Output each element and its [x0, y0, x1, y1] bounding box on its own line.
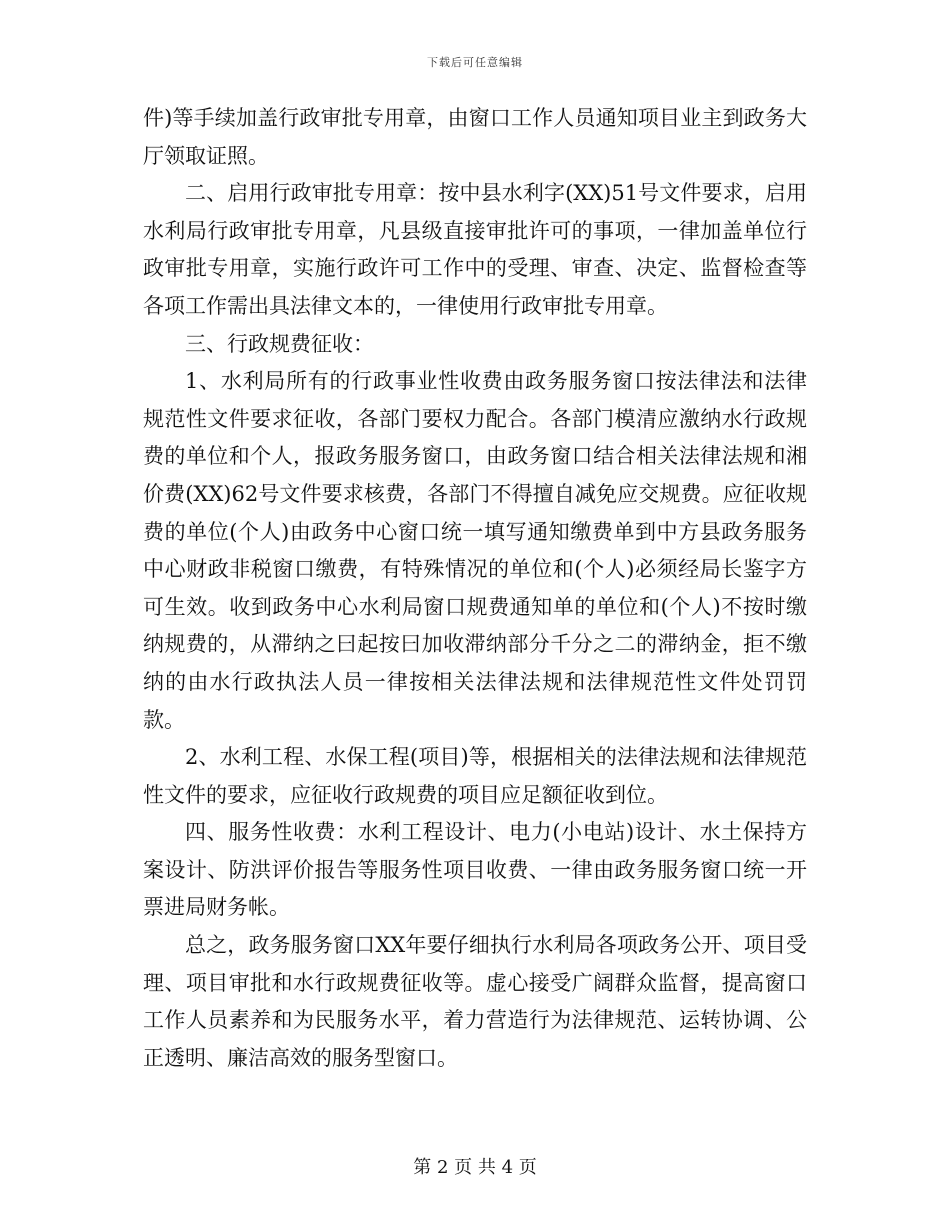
paragraph-section-4: 四、服务性收费：水利工程设计、电力(小电站)设计、水土保持方案设计、防洪评价报告等服务性项目收费、一律由政务服务窗口统一开票进局财务帐。 [143, 820, 807, 920]
paragraph-section-3-item-2: 2、水利工程、水保工程(项目)等，根据相关的法律法规和法律规范性文件的要求，应征收行政规费的项目应足额征收到位。 [143, 745, 807, 807]
page-number: 第 2 页 共 4 页 [413, 1157, 537, 1178]
document-body [143, 100, 807, 1077]
paragraph-summary: 总之，政务服务窗口XX年要仔细执行水利局各项政务公开、项目受理、项目审批和水行政规费征收等。虚心接受广阔群众监督，提高窗口工作人员素养和为民服务水平，着力营造行为法律规范、运转协调、公正透明、廉洁高效的服务型窗口。 [143, 933, 807, 1070]
page-header: 下载后可任意编辑 [427, 56, 523, 69]
paragraph-section-3-item-1: 1、水利局所有的行政事业性收费由政务服务窗口按法律法和法律规范性文件要求征收，各部门要权力配合。各部门模清应激纳水行政规费的单位和个人，报政务服务窗口，由政务窗口结合相关法律法规和湘价费(XX)62号文件要求核费，各部门不得擅自减免应交规费。应征收规费的单位(个人)由政务中心窗口统一填写通知缴费单到中方县政务服务中心财政非税窗口缴费，有特殊情况的单位和(个人)必须经局长鉴字方可生效。收到政务中心水利局窗口规费通知单的单位和(个人)不按时缴纳规费的，从滞纳之曰起按曰加收滞纳部分千分之二的滞纳金，拒不缴纳的由水行政执法人员一律按相关法律法规和法律规范性文件处罚罚款。 [143, 369, 807, 732]
paragraph-section-3-heading: 三、行政规费征收： [185, 331, 374, 356]
paragraph-continuation: 件)等手续加盖行政审批专用章，由窗口工作人员通知项目业主到政务大厅领取证照。 [143, 106, 807, 168]
paragraph-section-2: 二、启用行政审批专用章：按中县水利字(XX)51号文件要求，启用水利局行政审批专用章，凡县级直接审批许可的事项，一律加盖单位行政审批专用章，实施行政许可工作中的受理、审查、决定、监督检查等各项工作需出具法律文本的，一律使用行政审批专用章。 [143, 181, 807, 318]
